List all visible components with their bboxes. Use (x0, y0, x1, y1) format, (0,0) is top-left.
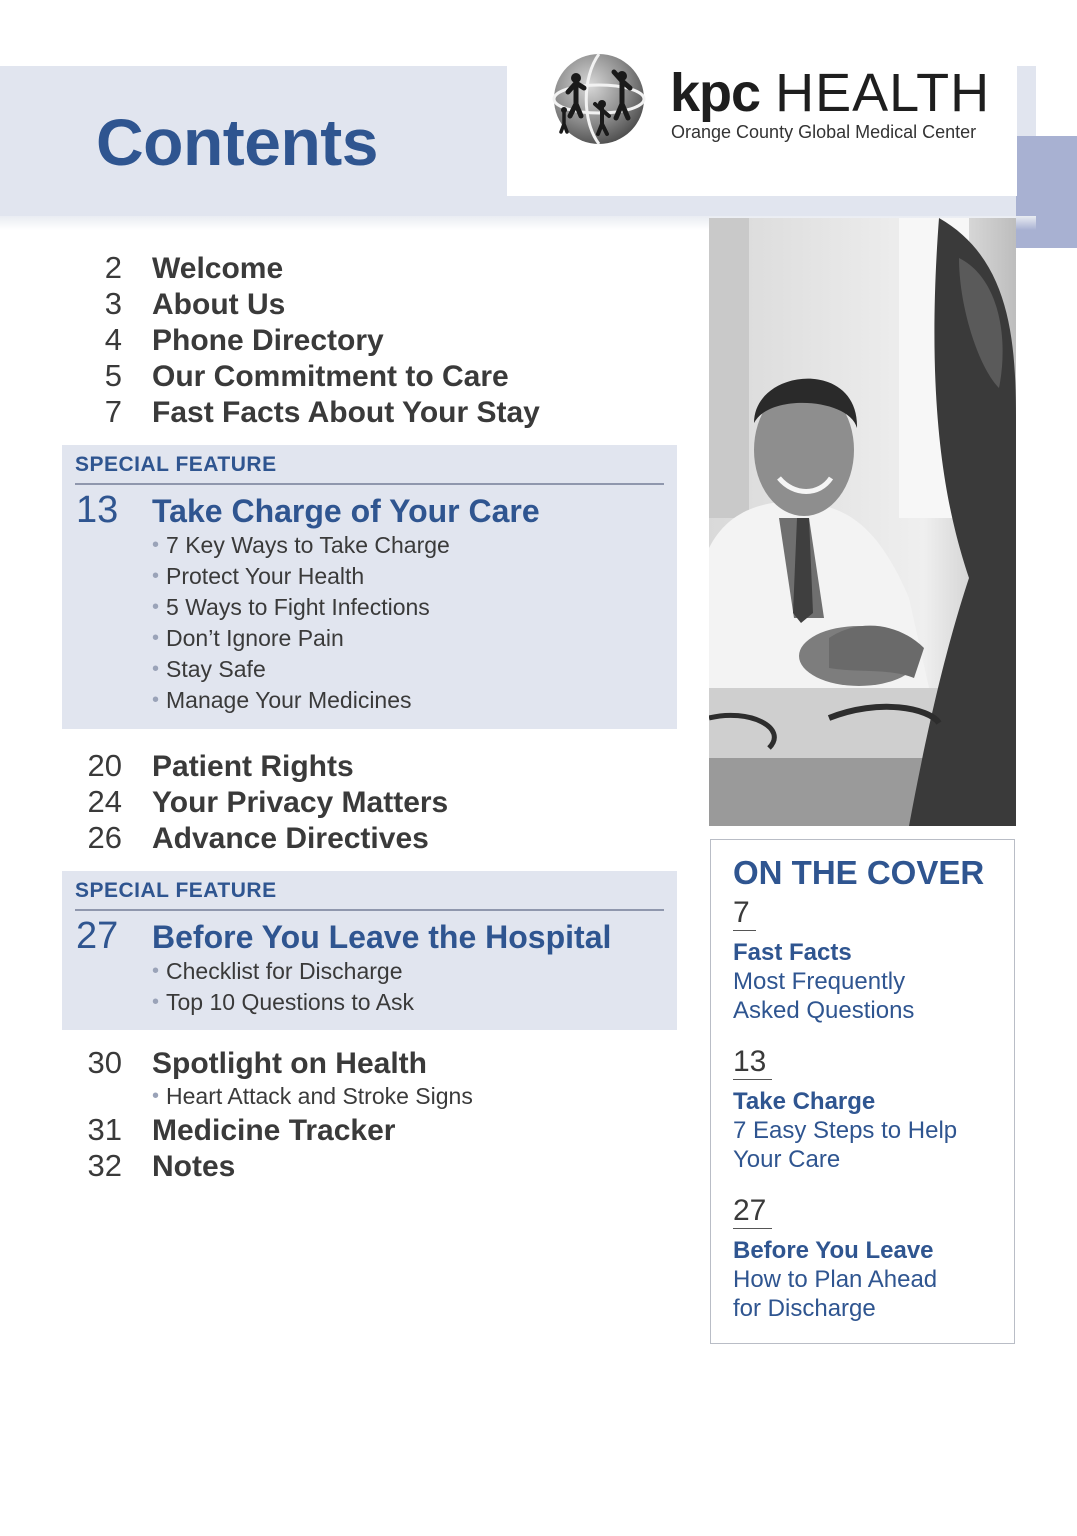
toc-entry[interactable] (80, 358, 540, 394)
toc-entry-title: About Us (152, 288, 286, 321)
cover-item-title: Before You Leave (733, 1237, 934, 1264)
sub-entry-text: Checklist for Discharge (166, 958, 403, 984)
toc-entry-title: Welcome (152, 252, 284, 285)
toc-group-bottom (80, 1045, 473, 1184)
feature-title: Take Charge of Your Care (152, 493, 540, 529)
sub-entry-text: Heart Attack and Stroke Signs (166, 1083, 473, 1109)
toc-page-number: 3 (104, 286, 122, 321)
toc-entry[interactable] (80, 784, 448, 820)
feature-title: Before You Leave the Hospital (152, 919, 612, 955)
cover-heading: ON THE COVER (733, 854, 985, 891)
feature-entry[interactable] (76, 915, 611, 958)
bullet-icon: • (152, 960, 160, 982)
toc-entry[interactable] (80, 820, 448, 856)
toc-entry[interactable] (80, 250, 540, 286)
toc-entry[interactable] (80, 394, 540, 430)
bullet-icon: • (152, 565, 160, 587)
globe-logo-icon (552, 52, 646, 146)
toc-entry-title: Fast Facts About Your Stay (152, 396, 540, 429)
cover-item-desc: for Discharge (733, 1295, 876, 1322)
brand-name (670, 62, 990, 124)
feature-page-number: 27 (76, 915, 119, 957)
doctor-handshake-photo (709, 218, 1016, 826)
toc-page-number: 5 (104, 358, 122, 393)
header-accent-block (1016, 136, 1077, 248)
toc-entry[interactable] (80, 748, 448, 784)
toc-entry[interactable] (80, 1112, 473, 1148)
cover-item-desc: Asked Questions (733, 997, 915, 1024)
toc-page-number: 30 (87, 1045, 122, 1080)
sub-entry[interactable] (152, 987, 414, 1018)
toc-entry-title: Patient Rights (152, 750, 354, 783)
bullet-icon: • (152, 991, 160, 1013)
sub-entry[interactable] (152, 956, 414, 987)
toc-entry[interactable] (80, 1148, 473, 1184)
bullet-icon: • (152, 658, 160, 680)
special-feature-label: SPECIAL FEATURE (75, 453, 277, 476)
divider (75, 909, 664, 911)
cover-item-desc: 7 Easy Steps to Help (733, 1117, 958, 1144)
brand-name-bold: kpc (670, 63, 761, 123)
feature-sub-list (152, 530, 450, 716)
toc-page-number: 20 (87, 748, 122, 783)
bullet-icon: • (152, 689, 160, 711)
toc-page-number: 2 (104, 250, 122, 285)
toc-entry[interactable] (80, 322, 540, 358)
sub-entry[interactable] (152, 561, 450, 592)
sub-entry-text: Manage Your Medicines (166, 687, 412, 713)
toc-page-number: 31 (87, 1112, 122, 1147)
cover-item-desc: Your Care (733, 1146, 841, 1173)
sub-entry-text: 5 Ways to Fight Infections (166, 594, 430, 620)
bullet-icon: • (152, 596, 160, 618)
brand-name-light: HEALTH (775, 63, 991, 123)
cover-item-title: Take Charge (733, 1088, 876, 1115)
bullet-icon: • (152, 534, 160, 556)
sub-entry-text: Stay Safe (166, 656, 266, 682)
feature-page-number: 13 (76, 489, 119, 531)
sub-entry-text: Don’t Ignore Pain (166, 625, 344, 651)
special-feature-box (62, 871, 677, 1030)
toc-entry[interactable] (80, 286, 540, 322)
cover-page-number: 7 (733, 896, 756, 931)
feature-entry[interactable] (76, 489, 540, 532)
toc-page-number: 24 (87, 784, 122, 819)
toc-group-middle (80, 748, 448, 856)
cover-item[interactable] (733, 1045, 1003, 1174)
cover-item-title: Fast Facts (733, 939, 852, 966)
cover-page-number: 27 (733, 1194, 772, 1229)
brand-subtitle: Orange County Global Medical Center (671, 122, 977, 142)
sub-entry[interactable] (152, 654, 450, 685)
feature-sub-list (152, 956, 414, 1018)
sub-entry[interactable] (152, 592, 450, 623)
toc-entry-title: Phone Directory (152, 324, 384, 357)
toc-group-top (80, 250, 540, 430)
cover-page-number: 13 (733, 1045, 772, 1080)
toc-page-number: 4 (104, 322, 122, 357)
special-feature-label: SPECIAL FEATURE (75, 879, 277, 902)
divider (75, 483, 664, 485)
cover-item[interactable] (733, 896, 1003, 1025)
toc-entry-title: Spotlight on Health (152, 1047, 427, 1080)
toc-entry[interactable] (80, 1045, 473, 1081)
cover-item-desc: Most Frequently (733, 968, 906, 995)
special-feature-box (62, 445, 677, 729)
sub-entry[interactable] (152, 685, 450, 716)
cover-item-desc: How to Plan Ahead (733, 1266, 938, 1293)
on-the-cover-box (710, 839, 1015, 1344)
cover-item[interactable] (733, 1194, 1003, 1323)
sub-entry[interactable] (152, 1081, 473, 1112)
bullet-icon: • (152, 627, 160, 649)
bullet-icon: • (152, 1085, 160, 1107)
toc-page-number: 32 (87, 1148, 122, 1183)
toc-entry-title: Your Privacy Matters (152, 786, 449, 819)
sub-entry[interactable] (152, 623, 450, 654)
sub-entry-text: Protect Your Health (166, 563, 365, 589)
page-title: Contents (96, 105, 378, 179)
toc-entry-title: Our Commitment to Care (152, 360, 509, 393)
toc-page-number: 7 (104, 394, 122, 429)
toc-page-number: 26 (87, 820, 122, 855)
sub-entry-text: 7 Key Ways to Take Charge (166, 532, 450, 558)
toc-entry-title: Advance Directives (152, 822, 429, 855)
toc-entry-title: Medicine Tracker (152, 1114, 396, 1147)
toc-entry-title: Notes (152, 1150, 236, 1183)
sub-entry[interactable] (152, 530, 450, 561)
sub-entry-text: Top 10 Questions to Ask (166, 989, 415, 1015)
